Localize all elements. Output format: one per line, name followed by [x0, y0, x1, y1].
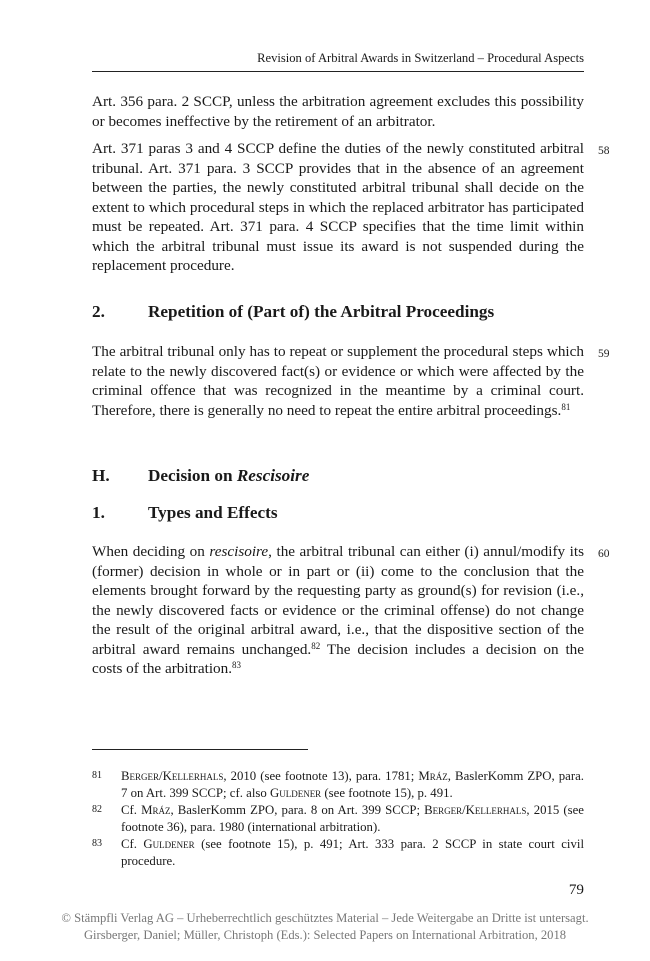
paragraph-text: , the arbitral tribunal can either (i) annul/modify its (former) decision in whole or in part or (ii) come to the conclusion that the elements brought forward by the requesting party as ground(s) for revision (i.e., the newly discovered facts or evidence or the criminal offense) do not change the result of the original arbitral award, i.e., that the dispositive section of the arbitral award remains unchanged. — [92, 543, 585, 658]
section-heading-1 — [92, 502, 278, 524]
author-name: Guldener — [143, 837, 195, 851]
section-title: Repetition of (Part of) the Arbitral Proceedings — [148, 302, 495, 321]
footnote-81 — [92, 768, 584, 801]
footnote-ref-81: 81 — [561, 401, 571, 412]
margin-number-58: 58 — [598, 145, 610, 157]
footnote-number: 82 — [92, 804, 102, 815]
section-title-prefix: Decision on — [148, 466, 237, 485]
section-title: Types and Effects — [148, 503, 278, 522]
section-title-italic: Rescisoire — [236, 466, 310, 485]
page-number: 79 — [568, 881, 584, 898]
author-name: Mráz — [418, 769, 448, 783]
paragraph-60 — [92, 542, 584, 679]
section-heading-2 — [92, 301, 494, 323]
footnote-fragment: , BaslerKomm ZPO, para. 7 on Art. 399 SCCP; cf. also — [121, 769, 585, 800]
citation-line: Girsberger, Daniel; Müller, Christoph (Eds.): Selected Papers on International Arbitration, 2018 — [83, 927, 567, 942]
footnote-text — [121, 836, 584, 869]
footnote-text — [121, 768, 584, 801]
author-name: Mráz — [141, 803, 171, 817]
footnote-text — [121, 802, 584, 835]
margin-number-60: 60 — [598, 548, 610, 560]
footnote-ref-83: 83 — [232, 660, 242, 670]
footnote-fragment: , 2015 (see footnote 36), para. 1980 (international arbitration). — [121, 803, 584, 834]
paragraph-text: The arbitral tribunal only has to repeat or supplement the procedural steps which relate to the newly discovered fact(s) or evidence or which were affected by the criminal offence that was recognized in the meantime by a criminal court. Therefore, there is generally no need to repeat the entire arbitral proceedings. — [92, 343, 584, 419]
copyright-footer — [20, 910, 630, 943]
footnote-fragment: , BaslerKomm ZPO, para. 8 on Art. 399 SCCP; — [170, 803, 425, 817]
footnote-ref-82: 82 — [311, 640, 321, 651]
footnote-number: 81 — [92, 770, 102, 781]
section-number: 2. — [92, 302, 105, 321]
footnote-83 — [92, 836, 584, 869]
running-header: Revision of Arbitral Awards in Switzerland – Procedural Aspects — [92, 50, 584, 72]
footnote-fragment: Cf. — [121, 837, 144, 851]
paragraph-text: When deciding on — [92, 543, 210, 560]
footnote-fragment: Cf. — [121, 803, 142, 817]
footnote-number: 83 — [92, 838, 102, 849]
footnote-separator — [92, 749, 308, 750]
footnote-fragment: (see footnote 15), p. 491. — [321, 785, 453, 800]
margin-number-59: 59 — [598, 348, 610, 360]
paragraph-59 — [92, 342, 584, 420]
section-number: 1. — [92, 503, 105, 522]
italic-term: rescisoire — [209, 543, 269, 560]
section-heading-h — [92, 465, 309, 487]
author-name: Guldener — [269, 785, 322, 800]
paragraph-text: The decision includes a decision on the costs of the arbitration. — [92, 640, 584, 677]
footnote-82 — [92, 802, 584, 835]
author-name: Berger/Kellerhals — [121, 769, 224, 783]
footnote-fragment: , 2010 (see footnote 13), para. 1781; — [223, 769, 419, 783]
section-letter: H. — [92, 466, 110, 485]
author-name: Berger/Kellerhals — [424, 803, 527, 817]
copyright-line: © Stämpfli Verlag AG – Urheberrechtlich geschütztes Material – Jede Weitergabe an Dritte ist untersagt. — [61, 911, 589, 925]
paragraph-continued: Art. 356 para. 2 SCCP, unless the arbitration agreement excludes this possibility or becomes ineffective by the retirement of an arbitrator. — [92, 93, 584, 130]
footnote-fragment: (see footnote 15), p. 491; Art. 333 para. 2 SCCP in state court civil procedure. — [121, 837, 584, 868]
paragraph-58: Art. 371 paras 3 and 4 SCCP define the duties of the newly constituted arbitral tribunal. Art. 371 para. 3 SCCP provides that in the absence of an agreement between the parties, the newly constituted arbitral tribunal shall decide on the extent to which procedural steps in which the replaced arbitrator has participated must be repeated. Art. 371 para. 4 SCCP specifies that the time limit within which the arbitral tribunal must issue its award is not suspended during the replacement procedure. — [92, 140, 584, 274]
